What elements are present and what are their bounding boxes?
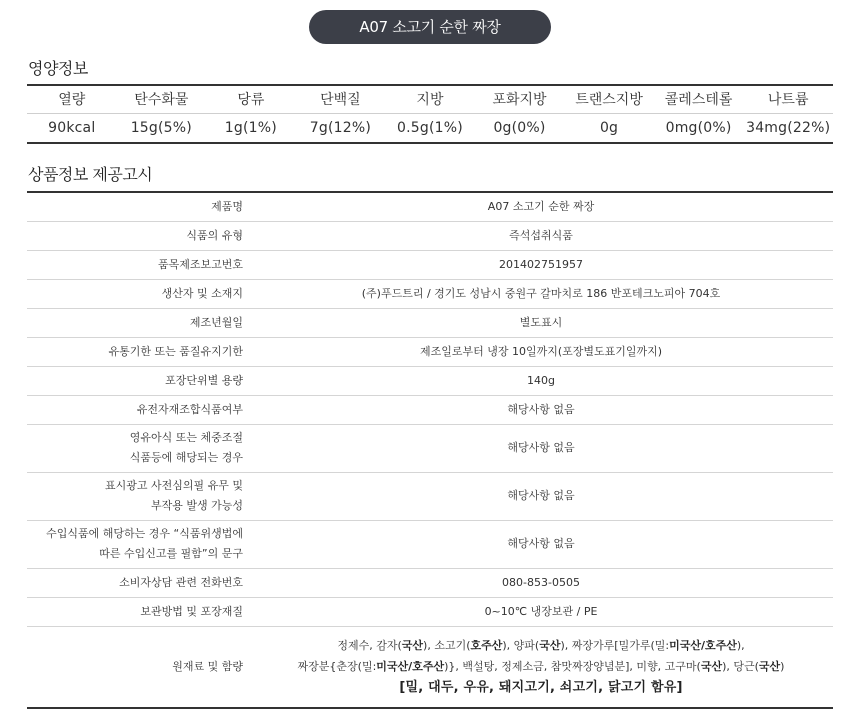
row-label: [27, 424, 249, 472]
raw-materials-line2: [255, 656, 827, 677]
nutrition-value-cell: 15g(5%): [130, 119, 192, 136]
row-label: [27, 597, 249, 626]
origin-country: 국산: [401, 638, 424, 652]
package-capacity-row: [27, 366, 833, 395]
row-value: 0~10℃ 냉장보관 / PE: [249, 597, 833, 626]
allergen-notice: [밀, 대두, 우유, 돼지고기, 쇠고기, 닭고기 함유]: [399, 679, 683, 695]
infant-diet-row: [27, 424, 833, 472]
phone-row: [27, 568, 833, 597]
ingredient-text: ), 소고기(: [423, 638, 471, 652]
ingredient-text: ), 당근(: [722, 659, 759, 673]
nutrition-header-row: [27, 85, 833, 113]
row-label: [27, 520, 249, 568]
row-label: [27, 366, 249, 395]
raw-materials-value: [249, 626, 833, 708]
origin-country: 국산: [539, 638, 561, 652]
row-label-line: 생산자 및 소재지: [161, 286, 243, 300]
nutrition-header-cell: 단백질: [296, 85, 386, 113]
product-notice-table: [27, 191, 833, 709]
row-value: 201402751957: [249, 250, 833, 279]
import-notice-row: [27, 520, 833, 568]
ingredient-text: ): [780, 659, 785, 673]
raw-materials-row: [27, 626, 833, 708]
nutrition-header-cell: 당류: [206, 85, 296, 113]
nutrition-value-cell: 34mg(22%): [746, 119, 831, 136]
row-label-line: 영유아식 또는 체중조절: [129, 431, 243, 444]
report-number-row: [27, 250, 833, 279]
product-name-row: [27, 192, 833, 221]
nutrition-header-cell: 지방: [385, 85, 475, 113]
row-label-line: 보관방법 및 포장재질: [140, 604, 243, 618]
origin-country: 미국산/호주산: [376, 659, 445, 673]
product-title-badge: A07 소고기 순한 짜장: [309, 10, 551, 44]
row-value: (주)푸드트리 / 경기도 성남시 중원구 갈마치로 186 반포테크노피아 704호: [249, 279, 833, 308]
row-label-line: 제품명: [211, 199, 243, 213]
nutrition-header-cell: 트랜스지방: [564, 85, 654, 113]
row-value: 해당사항 없음: [249, 424, 833, 472]
origin-country: 국산: [758, 659, 781, 673]
row-label: [27, 395, 249, 424]
nutrition-value-cell: 0g(0%): [493, 119, 546, 136]
nutrition-value-cell: 1g(1%): [224, 119, 277, 136]
row-value: 별도표시: [249, 308, 833, 337]
expiration-row: [27, 337, 833, 366]
nutrition-value-cell: 90kcal: [48, 119, 96, 136]
manufacture-date-row: [27, 308, 833, 337]
row-value: A07 소고기 순한 짜장: [249, 192, 833, 221]
ingredient-text: ),: [736, 638, 745, 652]
origin-country: 호주산: [470, 638, 503, 652]
ingredient-text: 짜장분{춘장(밀:: [297, 659, 377, 673]
nutrition-header-cell: 열량: [27, 85, 117, 113]
ad-review-row: [27, 472, 833, 520]
row-label: [27, 250, 249, 279]
ingredient-text: ), 양파(: [502, 638, 540, 652]
row-label-line: 제조년월일: [189, 315, 243, 329]
row-label: [27, 337, 249, 366]
ingredient-text: )}, 백설탕, 정제소금, 참맛짜장양념분], 미향, 고구마(: [444, 659, 701, 673]
nutrition-value-cell: 7g(12%): [309, 119, 372, 136]
row-label: [27, 308, 249, 337]
food-type-row: [27, 221, 833, 250]
row-value: 해당사항 없음: [249, 472, 833, 520]
nutrition-value-cell: 0g: [599, 119, 619, 136]
row-label-line: 부작용 발생 가능성: [150, 499, 243, 512]
nutrition-header-cell: 포화지방: [475, 85, 565, 113]
nutrition-heading: 영양정보: [28, 59, 88, 78]
row-label-line: 유전자재조합식품여부: [136, 402, 243, 416]
nutrition-header-cell: 나트륨: [743, 85, 833, 113]
row-label-line: 수입식품에 해당하는 경우 “식품위생법에: [46, 527, 243, 540]
row-value: 해당사항 없음: [249, 395, 833, 424]
row-label-line: 유통기한 또는 품질유지기한: [108, 344, 243, 358]
row-value: 제조일로부터 냉장 10일까지(포장별도표기일까지): [249, 337, 833, 366]
row-label-line: 따른 수입신고를 필함”의 문구: [99, 547, 243, 560]
row-value: 140g: [249, 366, 833, 395]
row-label: [27, 472, 249, 520]
nutrition-value-cell: 0mg(0%): [665, 119, 732, 136]
storage-row: [27, 597, 833, 626]
row-label: [27, 279, 249, 308]
raw-materials-label: 원재료 및 함량: [172, 659, 243, 673]
raw-materials-line1: [255, 635, 827, 656]
nutrition-value-row: [27, 113, 833, 143]
origin-country: 국산: [700, 659, 723, 673]
row-label-line: 포장단위별 용량: [165, 373, 243, 387]
row-label: [27, 221, 249, 250]
row-label: [27, 568, 249, 597]
gmo-row: [27, 395, 833, 424]
nutrition-header-cell: 콜레스테롤: [654, 85, 744, 113]
ingredient-text: 정제수, 감자(: [337, 638, 402, 652]
product-notice-body: [27, 192, 833, 708]
ingredient-text: ), 짜장가루[밀가루(밀:: [560, 638, 670, 652]
row-label: [27, 192, 249, 221]
origin-country: 미국산/호주산: [669, 638, 737, 652]
row-label-line: 표시광고 사전심의필 유무 및: [104, 479, 243, 492]
row-value: 즉석섭취식품: [249, 221, 833, 250]
producer-row: [27, 279, 833, 308]
nutrition-value-cell: 0.5g(1%): [397, 119, 463, 136]
row-label-line: 소비자상담 관련 전화번호: [119, 575, 243, 589]
nutrition-header-cell: 탄수화물: [117, 85, 207, 113]
product-notice-heading: 상품정보 제공고시: [28, 165, 153, 184]
row-label-line: 식품의 유형: [186, 228, 243, 242]
row-value: 해당사항 없음: [249, 520, 833, 568]
row-label-line: 식품등에 해당되는 경우: [129, 451, 243, 464]
row-label-line: 품목제조보고번호: [157, 257, 243, 271]
row-value: 080-853-0505: [249, 568, 833, 597]
nutrition-table: [27, 84, 833, 144]
